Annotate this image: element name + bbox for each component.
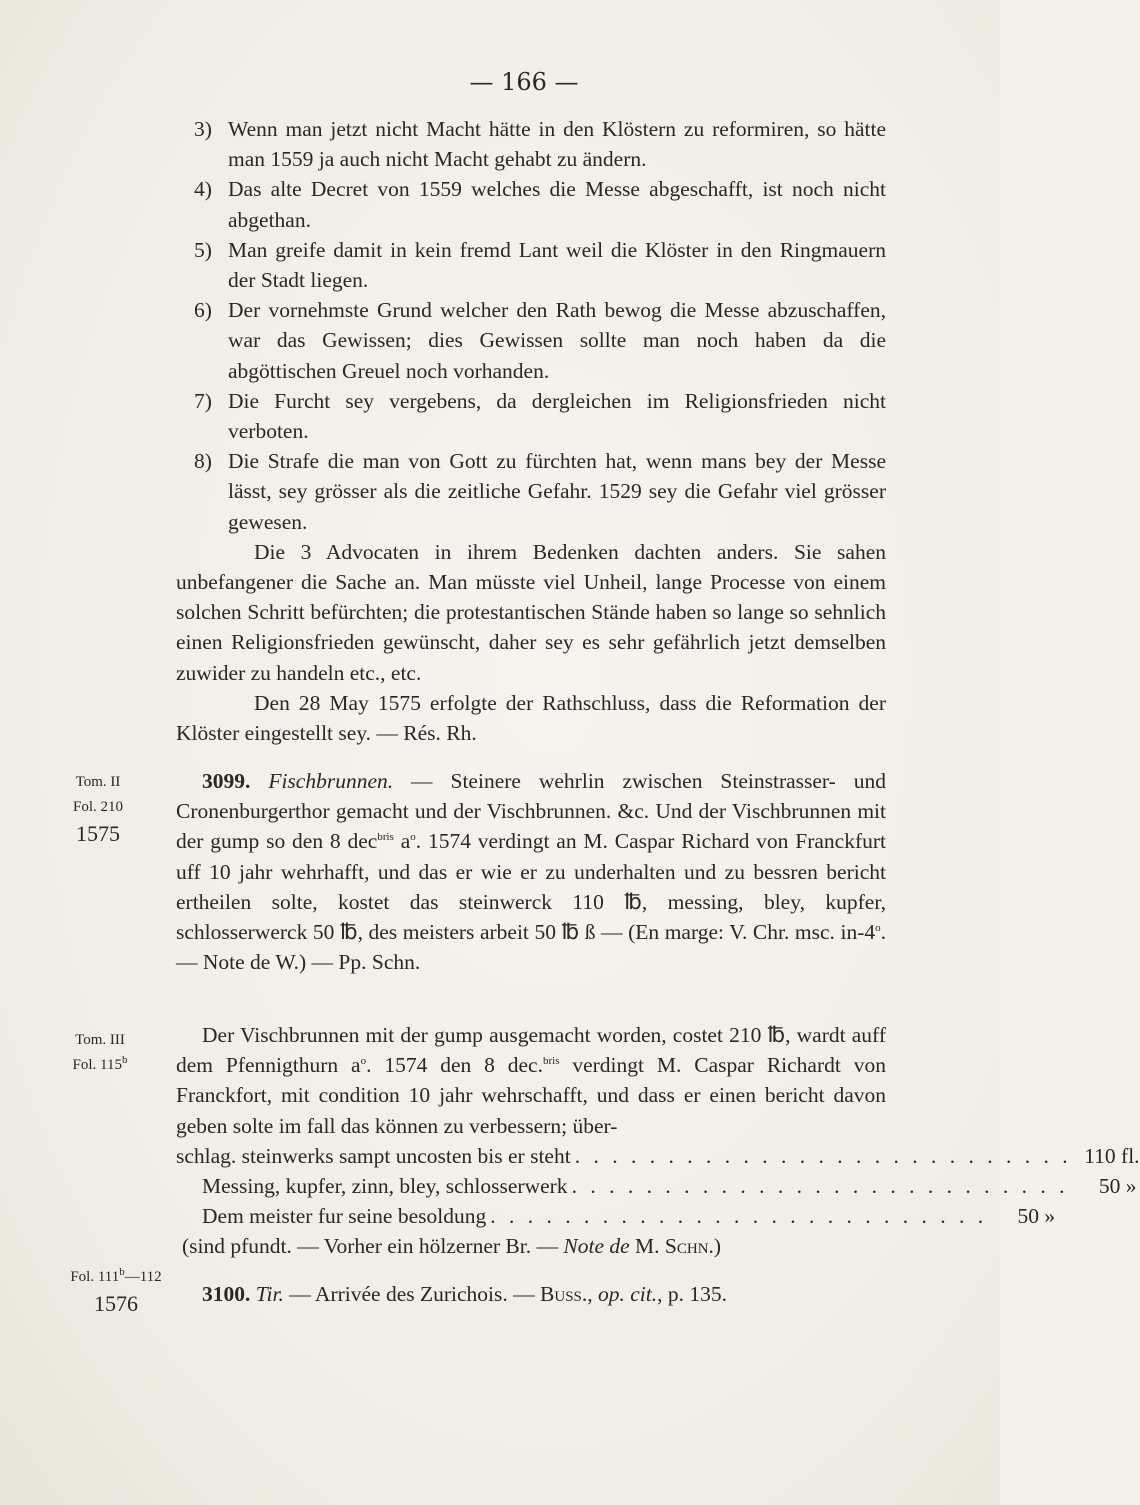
list-item-number: 7) bbox=[194, 388, 212, 413]
list-item bbox=[176, 295, 886, 386]
entry-text: . — Note de W.) — Pp. Schn. bbox=[176, 920, 886, 975]
entry-text: a bbox=[393, 829, 411, 854]
margin-note-tom-iii bbox=[40, 1028, 160, 1078]
entry-text: verdingt M. Caspar Richardt von Franckfort, mit condition 10 jahr wehrschafft, und dass er einen bericht davon geben solte im fall das können zu verbessern; über- bbox=[176, 1053, 886, 1138]
superscript: bris bbox=[377, 831, 394, 844]
ledger-label: schlag. steinwerks sampt uncosten bis er steht bbox=[176, 1143, 571, 1168]
entry-text: — Steinere wehrlin zwischen Steinstrasser- und Cronenburgerthor gemacht und der Vischbrunnen. &c. Und der Vischbrunnen mit der gump so den 8 dec bbox=[176, 769, 886, 854]
ledger-amount: 50 » bbox=[1098, 1174, 1137, 1199]
ledger-row bbox=[176, 1171, 1137, 1201]
ledger-row bbox=[176, 1201, 1056, 1231]
note-text: (sind pfundt. — Vorher ein hölzerner Br. — bbox=[182, 1234, 564, 1259]
list-item-number: 6) bbox=[194, 298, 212, 323]
entry-text: . 1574 den 8 dec. bbox=[366, 1053, 543, 1078]
entry-cost-text bbox=[176, 1020, 886, 1141]
numbered-list bbox=[176, 114, 886, 748]
ledger-row bbox=[176, 1141, 1140, 1171]
note-author: Schn. bbox=[664, 1234, 714, 1259]
entry-vischbrunnen-cost bbox=[176, 1020, 1140, 1262]
entry-text: . 1574 verdingt an M. Caspar Richard von Franckfurt uff 10 jahr wehrhafft, und das er wie er zu underhalten und zu bessren bericht ertheilen solte, kostet das steinwerck 110 ℔, messing, bley, kupfer, schlosserwerck 50 ℔, des meisters arbeit 50 ℔ ß — (En marge: V. Chr. msc. in-4 bbox=[176, 829, 887, 945]
entry-text: — Arrivée des Zurichois. — bbox=[283, 1282, 541, 1306]
list-item-number: 8) bbox=[194, 449, 212, 474]
ledger-label: Dem meister fur seine besoldung bbox=[202, 1204, 487, 1229]
list-item bbox=[176, 114, 886, 174]
margin-year: 1575 bbox=[76, 821, 120, 846]
entry-text: Der Vischbrunnen mit der gump ausgemacht worden, costet 210 ℔, wardt auff dem Pfennigthurn a bbox=[176, 1023, 886, 1078]
list-item bbox=[176, 386, 886, 446]
margin-fol-end: —112 bbox=[124, 1269, 162, 1285]
margin-fol-text: Fol. 111 bbox=[70, 1269, 120, 1285]
superscript: o bbox=[360, 1055, 367, 1068]
ledger-dots: . . . . . . . . . . . . . . . . . . . . . . . . . . . bbox=[574, 1143, 1072, 1168]
note-text: M. bbox=[629, 1234, 665, 1259]
superscript: bris bbox=[542, 1055, 560, 1068]
entry-reference: op. cit. bbox=[598, 1282, 658, 1306]
superscript: b bbox=[121, 1054, 128, 1066]
list-item-text: Man greife damit in kein fremd Lant weil die Klöster in den Ringmauern der Stadt liegen. bbox=[228, 237, 886, 293]
list-item bbox=[176, 235, 886, 295]
margin-tom: Tom. II bbox=[75, 774, 121, 790]
entry-number: 3099. bbox=[202, 769, 251, 793]
note-text: ) bbox=[713, 1234, 722, 1259]
margin-fol: Fol. 210 bbox=[72, 799, 123, 815]
margin-fol bbox=[56, 1265, 176, 1290]
entry-text: , bbox=[587, 1282, 598, 1306]
margin-note-tom-ii bbox=[38, 770, 158, 848]
entry-3100-text bbox=[176, 1279, 886, 1309]
list-item-number: 4) bbox=[194, 177, 212, 202]
ledger-label: Messing, kupfer, zinn, bley, schlosserwerk bbox=[202, 1174, 568, 1199]
paragraph-advocates: Die 3 Advocaten in ihrem Bedenken dachten anders. Sie sahen unbefangener die Sache an. Man müsste viel Unheil, lange Processe von einem solchen Schritt befürchten; die protestantischen Stände haben so lange so sehnlich einen Religionsfrieden gewünscht, daher sey es sehr gefährlich jetzt demselben zuwider zu handeln etc., etc. bbox=[176, 539, 886, 685]
entry-text: , p. 135. bbox=[657, 1282, 727, 1306]
list-item bbox=[176, 446, 886, 537]
list-item-text: Wenn man jetzt nicht Macht hätte in den Klöstern zu reformiren, so hätte man 1559 ja auch nicht Macht gehabt zu ändern. bbox=[228, 117, 886, 172]
entry-title: Tir. bbox=[255, 1282, 284, 1306]
list-item bbox=[176, 174, 886, 234]
page-number: — 166 — bbox=[469, 68, 579, 96]
note-italic: Note de bbox=[563, 1234, 630, 1259]
list-item-text: Der vornehmste Grund welcher den Rath bewog die Messe abzuschaffen, war das Gewissen; dies Gewissen sollte man noch haben da die abgöttischen Greuel noch vorhanden. bbox=[228, 298, 886, 383]
entry-title: Fischbrunnen. bbox=[268, 769, 394, 793]
list-item-text: Das alte Decret von 1559 welches die Messe abgeschafft, ist noch nicht abgethan. bbox=[228, 177, 886, 232]
superscript: b bbox=[119, 1266, 125, 1278]
superscript: o bbox=[410, 831, 416, 844]
margin-note-fol-111 bbox=[56, 1265, 176, 1318]
closing-note bbox=[176, 1231, 886, 1261]
list-item-number: 3) bbox=[194, 117, 212, 141]
ledger-dots: . . . . . . . . . . . . . . . . . . . . . . . . . . . bbox=[571, 1174, 1069, 1199]
entry-number: 3100. bbox=[202, 1282, 251, 1306]
ledger-amount: 110 fl. bbox=[1084, 1143, 1140, 1168]
superscript: o bbox=[875, 921, 881, 934]
margin-fol-text: Fol. 115 bbox=[72, 1057, 122, 1073]
list-item-text: Die Furcht sey vergebens, da dergleichen im Religionsfrieden nicht verboten. bbox=[228, 388, 886, 444]
list-item-text: Die Strafe die man von Gott zu fürchten hat, wenn mans bey der Messe lässt, sey grösser als die zeitliche Gefahr. 1529 sey die Gefahr viel grösser gewesen. bbox=[228, 449, 886, 534]
margin-year: 1576 bbox=[94, 1291, 138, 1316]
entry-author: Buss. bbox=[540, 1282, 588, 1306]
entry-3100 bbox=[176, 1279, 886, 1309]
list-item-number: 5) bbox=[194, 237, 212, 262]
margin-tom: Tom. III bbox=[75, 1032, 125, 1048]
paragraph-resolution: Den 28 May 1575 erfolgte der Rathschluss, dass die Reformation der Klöster eingestellt sey. — Rés. Rh. bbox=[176, 690, 886, 746]
entry-3099 bbox=[176, 766, 886, 977]
ledger-dots: . . . . . . . . . . . . . . . . . . . . . . . . . . . bbox=[490, 1204, 988, 1229]
margin-fol bbox=[40, 1053, 160, 1078]
entry-3099-text bbox=[176, 766, 886, 977]
ledger-amount: 50 » bbox=[1017, 1204, 1056, 1229]
